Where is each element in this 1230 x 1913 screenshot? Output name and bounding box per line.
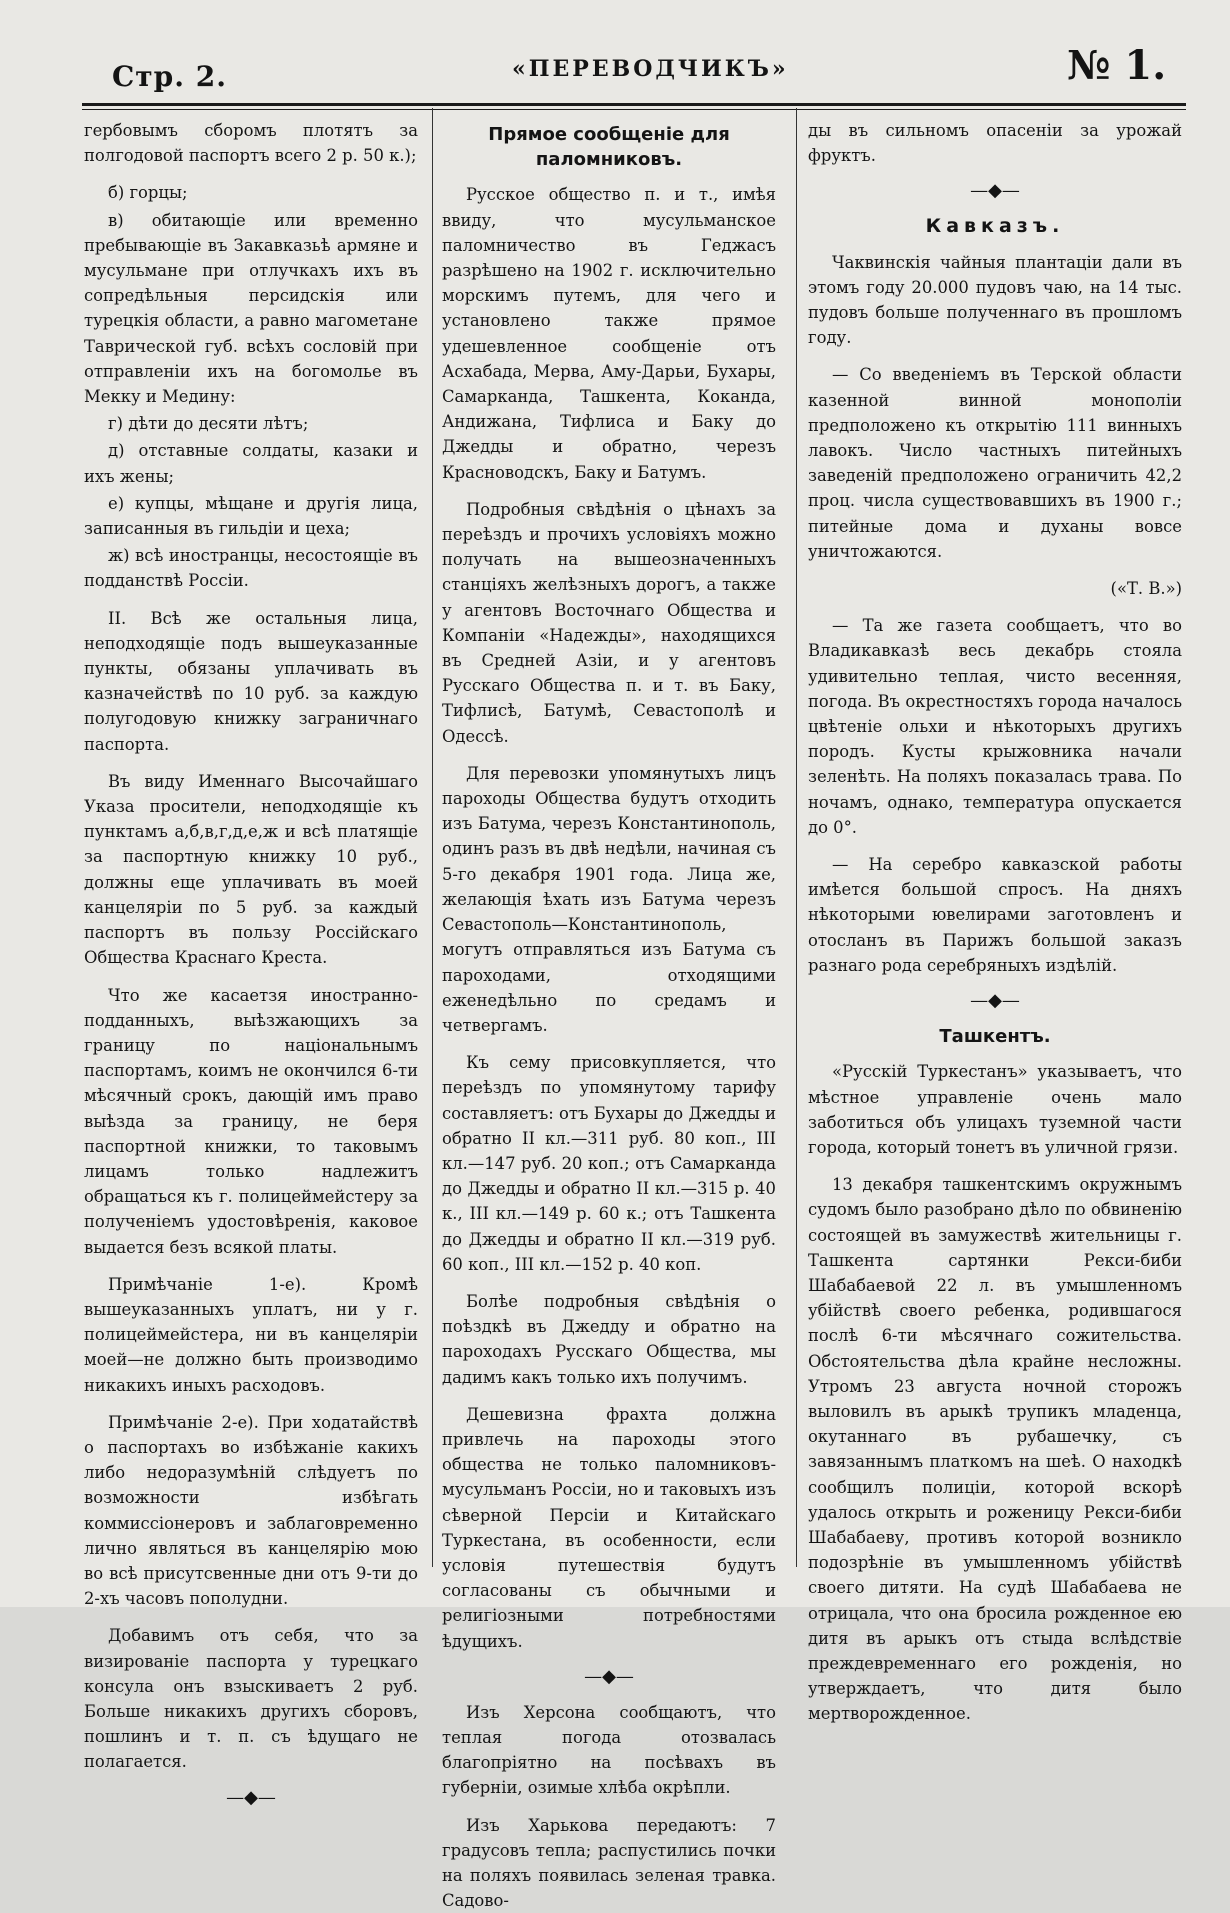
paragraph: Примѣчаніе 1-е). Кромѣ вышеуказанныхъ уплатъ, ни у г. полицеймейстера, ни въ канцеляріи моей—не должно быть производимо никакихъ иныхъ расходовъ. bbox=[84, 1274, 418, 1395]
page-header bbox=[82, 38, 1182, 98]
list-item: е) купцы, мѣщане и другія лица, записанныя въ гильдіи и цеха; bbox=[84, 493, 418, 539]
paragraph: Болѣе подробныя свѣдѣнія о поѣздкѣ въ Джедду и обратно на пароходахъ Русскаго Общества, мы дадимъ какъ только ихъ получимъ. bbox=[442, 1291, 776, 1387]
issue-number: № 1. bbox=[1067, 42, 1167, 89]
paragraph: «Русскій Туркестанъ» указываетъ, что мѣстное управленіе очень мало заботиться объ улицахъ туземной части города, который тонетъ въ уличной грязи. bbox=[808, 1062, 1182, 1157]
paragraph: ды въ сильномъ опасеніи за урожай фруктъ. bbox=[808, 121, 1182, 166]
paragraph: Русское общество п. и т., имѣя ввиду, что мусульманское паломничество въ Геджасъ разрѣшено на 1902 г. исключительно морскимъ путемъ, для чего и установлено также прямое удешевленное сообщеніе отъ Асхабада, Мерва, Аму-Дарьи, Бухары, Самарканда, Ташкента, Коканда, Андижана, Тифлиса и Баку до Джедды и обратно, черезъ Красноводскъ, Баку и Батумъ. bbox=[442, 185, 776, 482]
article-heading: Прямое сообщеніе для паломниковъ. bbox=[488, 124, 730, 171]
paragraph: — Та же газета сообщаетъ, что во Владикавказѣ весь декабрь стояла удивительно теплая, чисто весенняя, погода. Въ окрестностяхъ города началось цвѣтеніе ольхи и нѣкоторыхъ другихъ породъ. Кусты крыжовника начали зеленѣть. На поляхъ показалась трава. По ночамъ, однако, температура опускается до 0°. bbox=[808, 616, 1182, 837]
paragraph: Что же касаетзя иностранно-подданныхъ, выѣзжающихъ за границу по національнымъ паспортамъ, коимъ не окончился 6-ти мѣсячный срокъ, дающій имъ право выѣзда за границу, не беря паспортной книжки, то таковымъ лицамъ только надлежитъ обращаться къ г. полицеймейстеру за полученіемъ удостовѣренія, каковое выдается безъ всякой платы. bbox=[84, 985, 418, 1257]
paragraph: Добавимъ отъ себя, что за визированіе паспорта у турецкаго консула онъ взыскиваетъ 2 руб. Больше никакихъ другихъ сборовъ, пошлинъ и т. п. съ ѣдущаго не полагается. bbox=[84, 1626, 418, 1772]
ornament-divider: —◆— bbox=[584, 1665, 634, 1687]
list-item: г) дѣти до десяти лѣтъ; bbox=[108, 414, 309, 434]
list-item: д) отставные солдаты, казаки и ихъ жены; bbox=[84, 441, 418, 486]
paragraph: Въ виду Именнаго Высочайшаго Указа просители, неподходящіе къ пунктамъ а,б,в,г,д,е,ж и всѣ платящіе за паспортную книжку 10 руб., должны еще уплачивать въ моей канцеляріи по 5 руб. за каждый паспортъ въ пользу Россійскаго Общества Краснаго Креста. bbox=[84, 771, 418, 968]
list-item: ж) всѣ иностранцы, несостоящіе въ подданствѣ Россіи. bbox=[84, 546, 418, 591]
column-divider-1 bbox=[432, 108, 433, 1567]
newspaper-title: «ПЕРЕВОДЧИКЪ» bbox=[512, 56, 789, 82]
section-heading-tashkent: Ташкентъ. bbox=[939, 1026, 1051, 1048]
header-rule-thin bbox=[82, 109, 1186, 110]
column-divider-2 bbox=[796, 108, 797, 1567]
paragraph: гербовымъ сборомъ плотятъ за полгодовой паспортъ всего 2 р. 50 к.); bbox=[84, 121, 418, 166]
ornament-divider: —◆— bbox=[970, 180, 1020, 202]
paragraph: Изъ Херсона сообщаютъ, что теплая погода отозвалась благопріятно на посѣвахъ въ губерніи, озимые хлѣба окрѣпли. bbox=[442, 1702, 776, 1798]
paragraph: Дешевизна фрахта должна привлечь на пароходы этого общества не только паломниковъ-мусульманъ Россіи, но и таковыхъ изъ сѣверной Персіи и Китайскаго Туркестана, въ особенности, если условія путешествія будутъ согласованы съ обычными и религіозными потребностями ѣдущихъ. bbox=[442, 1404, 777, 1651]
paragraph: Къ сему присовкупляется, что переѣздъ по упомянутому тарифу составляетъ: отъ Бухары до Джедды и обратно II кл.—311 руб. 80 коп., III кл.—147 руб. 20 коп.; отъ Самарканда до Джедды и обратно II кл.—315 р. 40 к., III кл.—149 р. 60 к.; отъ Ташкента до Джедды и обратно II кл.—319 руб. 60 коп., III кл.—152 р. 40 коп. bbox=[442, 1053, 776, 1274]
paragraph: Подробныя свѣдѣнія о цѣнахъ за переѣздъ и прочихъ условіяхъ можно получать на вышеозначенныхъ станціяхъ желѣзныхъ дорогъ, а также у агентовъ Восточнаго Общества и Компаніи «Надежды», находящихся въ Средней Азіи, и у агентовъ Русскаго Общества п. и т. въ Баку, Тифлисѣ, Батумѣ, Севастополѣ и Одессѣ. bbox=[442, 499, 776, 746]
list-item: б) горцы; bbox=[108, 183, 188, 203]
paragraph: — На серебро кавказской работы имѣется большой спросъ. На дняхъ нѣкоторыми ювелирами заготовленъ и отосланъ въ Парижъ большой заказъ разнаго рода серебряныхъ издѣлій. bbox=[808, 855, 1182, 975]
paragraph: Примѣчаніе 2-е). При ходатайствѣ о паспортахъ во избѣжаніе какихъ либо недоразумѣній слѣдуетъ по возможности избѣгать коммиссіонеровъ и заблаговременно лично являться въ канцелярію мою во всѣ присутсвенные дни отъ 9-ти до 2-хъ часовъ пополудни. bbox=[84, 1412, 418, 1609]
paragraph: Для перевозки упомянутыхъ лицъ пароходы Общества будутъ отходить изъ Батума, черезъ Константинополь, одинъ разъ въ двѣ недѣли, начиная съ 5-го декабря 1901 года. Лица же, желающія ѣхать изъ Батума черезъ Севастополь—Константинополь, могутъ отправляться изъ Батума съ пароходами, отходящими еженедѣльно по средамъ и четвергамъ. bbox=[442, 763, 776, 1035]
paragraph: Изъ Харькова передаютъ: 7 градусовъ тепла; распустились почки на поляхъ появилась зеленая травка. Садово- bbox=[442, 1815, 776, 1911]
header-rule-thick bbox=[82, 103, 1186, 106]
column-1 bbox=[84, 118, 418, 1808]
column-3 bbox=[808, 118, 1182, 1724]
paragraph: II. Всѣ же остальныя лица, неподходящіе подъ вышеуказанные пункты, обязаны уплачивать въ казначействѣ по 10 руб. за каждую полугодовую книжку заграничнаго паспорта. bbox=[84, 608, 418, 754]
paragraph: 13 декабря ташкентскимъ окружнымъ судомъ было разобрано дѣло по обвиненію состоящей въ замужествѣ жительницы г. Ташкента сартянки Рекси-биби Шабабаевой 22 л. въ умышленномъ убійствѣ своего ребенка, родившагося послѣ 6-ти мѣсячнаго сожительства. Обстоятельства дѣла крайне несложны. Утромъ 23 августа ночной сторожъ выловилъ въ арыкѣ трупикъ младенца, окутаннаго въ рубашечку, съ завязаннымъ платкомъ на шеѣ. О находкѣ сообщилъ полиціи, которой вскорѣ удалось открыть и роженицу Рекси-биби Шабабаеву, противъ которой возникло подозрѣніе въ умышленномъ убійствѣ своего дитяти. На судѣ Шабабаева не отрицала, что она бросила рожденное ею дитя въ арыкъ отъ стыда вслѣдствіе преждевременнаго его рожденія, но утверждаетъ, что дитя было мертворожденное. bbox=[808, 1175, 1182, 1724]
page-number: Стр. 2. bbox=[112, 60, 227, 93]
section-heading-kavkaz: Кавказъ. bbox=[925, 215, 1065, 238]
ornament-divider: —◆— bbox=[970, 990, 1020, 1012]
source-signature: («Т. В.») bbox=[1110, 579, 1182, 599]
list-item: в) обитающіе или временно пребывающіе въ Закавказьѣ армяне и мусульмане при отлучкахъ ихъ въ сопредѣльныя персидскія или турецкія области, а равно магометане Таврической губ. всѣхъ сословій при отправленіи ихъ на богомолье въ Мекку и Медину: bbox=[84, 210, 418, 407]
column-2 bbox=[442, 118, 777, 1911]
ornament-divider: —◆— bbox=[226, 1786, 276, 1808]
paragraph: — Со введеніемъ въ Терской области казенной винной монополіи предположено къ открытію 111 винныхъ лавокъ. Число частныхъ питейныхъ заведеній предположено ограничить 42,2 проц. числа существовавшихъ въ 1900 г.; питейные дома и духаны вовсе уничтожаются. bbox=[808, 365, 1182, 561]
paragraph: Чаквинскія чайныя плантаціи дали въ этомъ году 20.000 пудовъ чаю, на 14 тыс. пудовъ больше полученнаго въ прошломъ году. bbox=[808, 252, 1182, 348]
